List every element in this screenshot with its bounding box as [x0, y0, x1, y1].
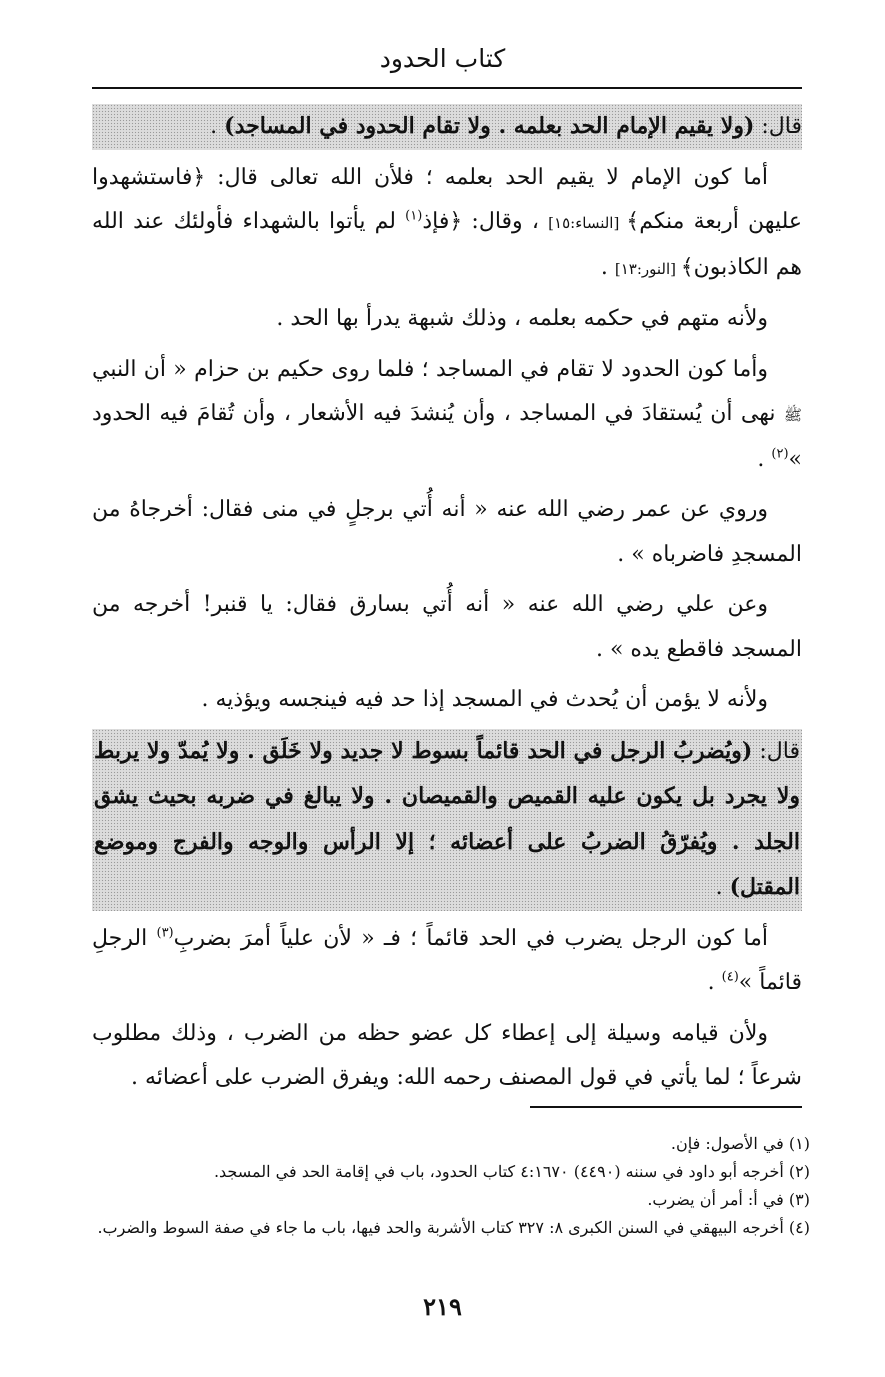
paragraph-ali: وعن علي رضي الله عنه « أنه أُتي بسارق فقال: يا قنبر! أخرجه من المسجد فاقطع يده » .	[92, 592, 802, 662]
paragraph-standing	[92, 917, 802, 1006]
matn-bold-text: (ويُضربُ الرجل في الحد قائماً بسوط لا جديد ولا خَلَق . ولا يُمدّ ولا يربط ولا يجرد بل يكون عليه القميص والقميصان . ولا يبالغ في ضربه بحيث يشق الجلد . ويُفرّقُ الضربُ على أعضائه ؛ إلا الرأس والوجه والفرج وموضع المقتل)	[94, 737, 800, 900]
matn-lead: قال:	[754, 114, 802, 139]
text-run: أما كون الإمام لا يقيم الحد بعلمه ؛ فلأن الله تعالى قال:	[205, 164, 768, 190]
footnote-marker: (٤)	[721, 969, 739, 985]
text-run: .	[600, 254, 615, 280]
matn-tail: .	[715, 875, 730, 900]
footnote-item: (٤) أخرجه البيهقي في السنن الكبرى ٨: ٣٢٧ كتاب الأشربة والحد فيها، باب ما جاء في صفة السوط والضرب.	[97, 1218, 810, 1237]
text-run: .	[707, 970, 722, 995]
footnote-marker: (١)	[405, 208, 423, 224]
salutation-ligature: ﷺ	[783, 406, 802, 424]
matn-heading-1	[92, 104, 802, 150]
paragraph-distribution: ولأن قيامه وسيلة إلى إعطاء كل عضو حظه من الضرب ، وذلك مطلوب شرعاً ؛ لما يأتي في قول المصنف رحمه الله: ويفرق الضرب على أعضائه .	[92, 1020, 802, 1090]
footnote-marker: (٣)	[156, 925, 174, 941]
footnotes	[92, 1130, 810, 1242]
quran-quote: لم يأتوا بالشهداء فأولئك عند الله هم الكاذبون﴾	[92, 209, 802, 280]
paragraph-umar: وروي عن عمر رضي الله عنه « أنه أُتي برجلٍ في منى فقال: أخرجاهُ من المسجدِ فاضرباه » .	[92, 497, 802, 567]
header-rule	[92, 87, 802, 89]
footnote-rule	[530, 1106, 802, 1108]
footnote-marker: (٢)	[771, 446, 789, 462]
text-run: ، وقال:	[462, 209, 549, 234]
running-header-title: كتاب الحدود	[379, 44, 506, 73]
main-text	[92, 104, 802, 1107]
text-run: أما كون الرجل يضرب في الحد قائماً ؛ فـ « لأن علياً أمرَ بضربِ	[173, 925, 768, 951]
footnote-item: (٢) أخرجه أبو داود في سننه (٤٤٩٠) ٤:١٦٧٠ كتاب الحدود، باب في إقامة الحد في المسجد.	[213, 1162, 810, 1181]
paragraph-impurity: ولأنه لا يؤمن أن يُحدث في المسجد إذا حد فيه فينجسه ويؤذيه .	[201, 687, 768, 712]
paragraph-imam-knowledge	[92, 156, 802, 292]
quran-reference: [النور:١٣]	[614, 259, 681, 278]
matn-tail: .	[210, 114, 225, 139]
text-run: وأما كون الحدود لا تقام في المساجد ؛ فلما روى حكيم بن حزام « أن النبي	[92, 356, 768, 382]
quran-quote: ﴿فاستشهدوا عليهن أربعة منكم﴾	[92, 164, 802, 234]
paragraph-accused: ولأنه متهم في حكمه بعلمه ، وذلك شبهة يدرأ بها الحد .	[276, 306, 768, 331]
hadith-text: نهى أن يُستقادَ في المساجد ، وأن يُنشدَ فيه الأشعار ، وأن تُقامَ فيه الحدود »	[92, 401, 802, 472]
matn-heading-2	[92, 729, 802, 911]
footnote-item: (١) في الأصول: فإن.	[670, 1134, 810, 1153]
matn-bold-text: (ولا يقيم الإمام الحد بعلمه . ولا تقام الحدود في المساجد)	[224, 113, 755, 139]
matn-lead: قال:	[752, 738, 800, 764]
quran-reference: [النساء:١٥]	[548, 214, 627, 232]
text-run: الرجلِ قائماً »	[92, 925, 802, 995]
footnote-item: (٣) في أ: أمر أن يضرب.	[647, 1190, 810, 1209]
text-run: .	[757, 446, 772, 472]
quran-quote: ﴿فإذ	[422, 209, 463, 234]
paragraph-mosques-hadith	[92, 348, 802, 483]
page-number: ٢١٩	[423, 1292, 462, 1321]
